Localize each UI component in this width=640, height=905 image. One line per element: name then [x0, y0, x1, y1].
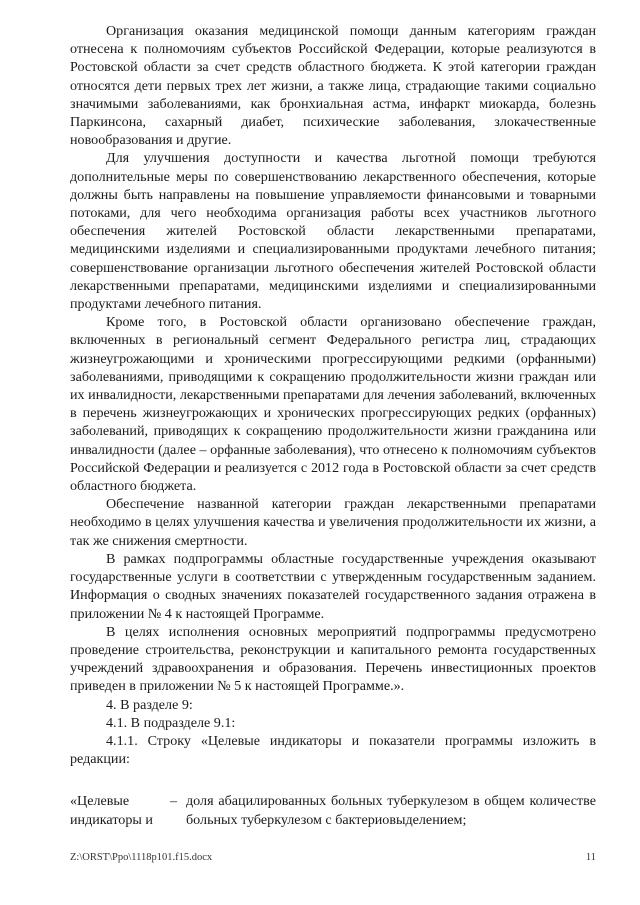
section-item: 4. В разделе 9: [106, 696, 193, 713]
paragraph: Организация оказания медицинской помощи данным категориям граждан отнесена к полномочиям субъектов Российской Федерации, которые реализуются в Ростовской области за счет средств областного бюджета. К этой категории граждан относятся дети первых трех лет жизни, а также лица, страдающие такими социально значимыми заболеваниями, как бронхиальная астма, инфаркт миокарда, болезнь Паркинсона, сахарный диабет, психические заболевания, злокачественные новообразования и другие. [70, 23, 596, 149]
document-body [70, 22, 596, 829]
paragraph: Обеспечение названной категории граждан лекарственными препаратами необходимо в целях улучшения качества и увеличения продолжительности их жизни, а так же снижения смертности. [70, 496, 596, 549]
page-number: 11 [585, 852, 596, 863]
subsection-item: 4.1. В подразделе 9.1: [106, 714, 236, 731]
file-path: Z:\ORST\Ppo\1118p101.f15.docx [70, 852, 213, 863]
page-footer [70, 852, 596, 863]
paragraph: Для улучшения доступности и качества льготной помощи требуются дополнительные меры по совершенствованию лекарственного обеспечения, которые должны быть направлены на повышение управляемости финансовыми и товарными потоками, для чего необходима организация работы всех участников льготного обеспечения жителей Ростовской области лекарственными препаратами, медицинскими изделиями и специализированными продуктами лечебного питания; совершенствование организации льготного обеспечения жителей Ростовской области лекарственными препаратами, медицинскими изделиями и специализированными продуктами лечебного питания. [70, 150, 596, 313]
table-row [70, 792, 596, 828]
table-cell-dash: – [170, 793, 178, 810]
table-cell-value: доля абацилированных больных туберкулезом в общем количестве больных туберкулезом с бактериовыделением; [186, 793, 596, 828]
paragraph: В рамках подпрограммы областные государственные учреждения оказывают государственные услуги в соответствии с утвержденным государственным заданием. Информация о сводных значениях показателей государственного задания отражена в приложении № 4 к настоящей Программе. [70, 550, 596, 622]
paragraph: В целях исполнения основных мероприятий подпрограммы предусмотрено проведение строительства, реконструкции и капитального ремонта государственных учреждений здравоохранения и образования. Перечень инвестиционных проектов приведен в приложении № 5 к настоящей Программе.». [70, 623, 596, 695]
spacer [70, 768, 596, 792]
table-cell-label: «Целевые индикаторы и [70, 793, 153, 828]
instruction-item: 4.1.1. Строку «Целевые индикаторы и показатели программы изложить в редакции: [70, 732, 596, 768]
paragraph: Кроме того, в Ростовской области организовано обеспечение граждан, включенных в региональный сегмент Федерального регистра лиц, страдающих жизнеугрожающими и хроническими прогрессирующими редкими (орфанными) заболеваниями, приводящими к сокращению продолжительности жизни граждан или их инвалидности, лекарственными препаратами для лечения заболеваний, включенных в перечень жизнеугрожающих и хронических прогрессирующих редких (орфанных) заболеваний, приводящих к сокращению продолжительности жизни гражданина или инвалидности (далее – орфанные заболевания), что отнесено к полномочиям субъектов Российской Федерации и реализуется с 2012 года в Ростовской области за счет средств областного бюджета. [70, 314, 596, 495]
